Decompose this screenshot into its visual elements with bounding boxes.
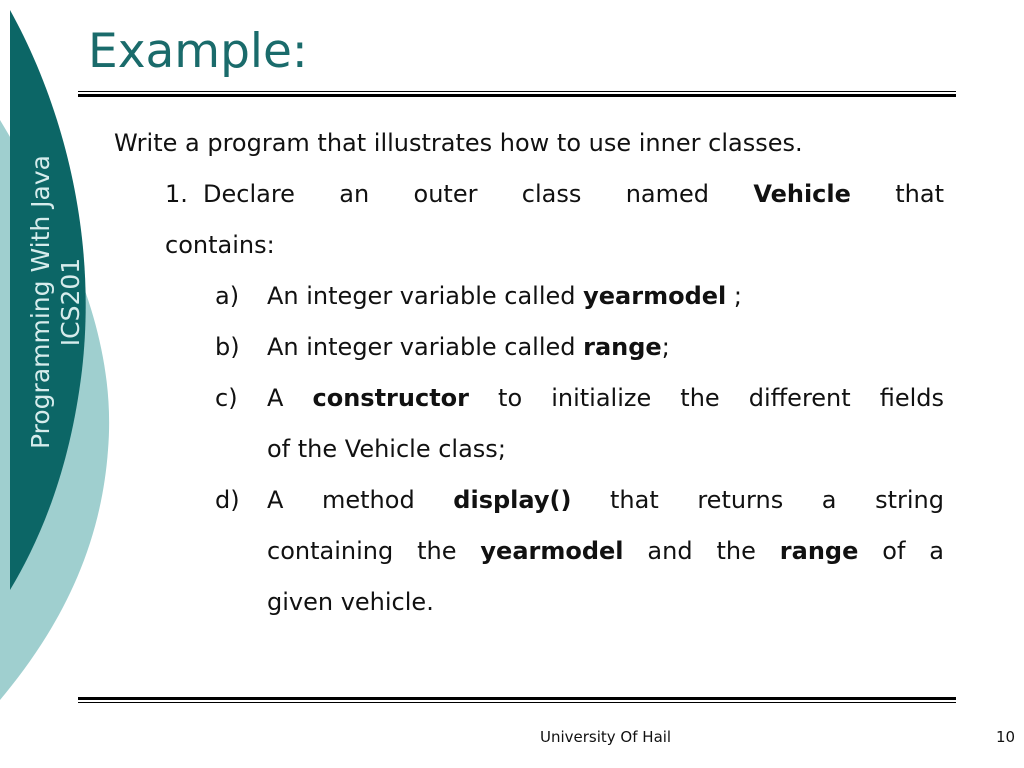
item-d-line3: given vehicle.: [267, 588, 434, 616]
bottom-divider: [78, 697, 956, 703]
item-c-marker: c): [215, 384, 238, 412]
bold-yearmodel-2: yearmodel: [480, 537, 624, 565]
bold-constructor: constructor: [312, 384, 469, 412]
item-d-text: A method display() that returns a string: [267, 486, 944, 514]
footer-institution: University Of Hail: [540, 728, 672, 746]
item-c-text: A constructor to initialize the different fields: [267, 384, 945, 412]
bold-display: display(): [453, 486, 572, 514]
item-a-text: An integer variable called yearmodel ;: [267, 282, 742, 310]
bold-range-2: range: [779, 537, 859, 565]
bold-yearmodel: yearmodel: [583, 282, 727, 310]
item-d-marker: d): [215, 486, 240, 514]
item-a-marker: a): [215, 282, 240, 310]
item-1-text: Declare an outer class named Vehicle that: [203, 180, 944, 208]
item-1-continuation: contains:: [165, 231, 275, 259]
item-c-continuation: of the Vehicle class;: [267, 435, 506, 463]
bold-vehicle: Vehicle: [753, 180, 851, 208]
course-label: [26, 155, 86, 449]
intro-text: Write a program that illustrates how to use inner classes.: [114, 129, 803, 157]
item-b-text: An integer variable called range;: [267, 333, 670, 361]
bold-range: range: [583, 333, 662, 361]
item-d-line2: containing the yearmodel and the range of a: [267, 537, 944, 565]
slide-title: Example:: [88, 24, 308, 79]
item-1-marker: 1.: [165, 180, 188, 208]
course-code: ICS201: [56, 257, 85, 347]
top-divider: [78, 91, 956, 97]
item-b-marker: b): [215, 333, 240, 361]
slide-number: 10: [996, 728, 1016, 746]
course-title: Programming With Java: [26, 155, 55, 449]
